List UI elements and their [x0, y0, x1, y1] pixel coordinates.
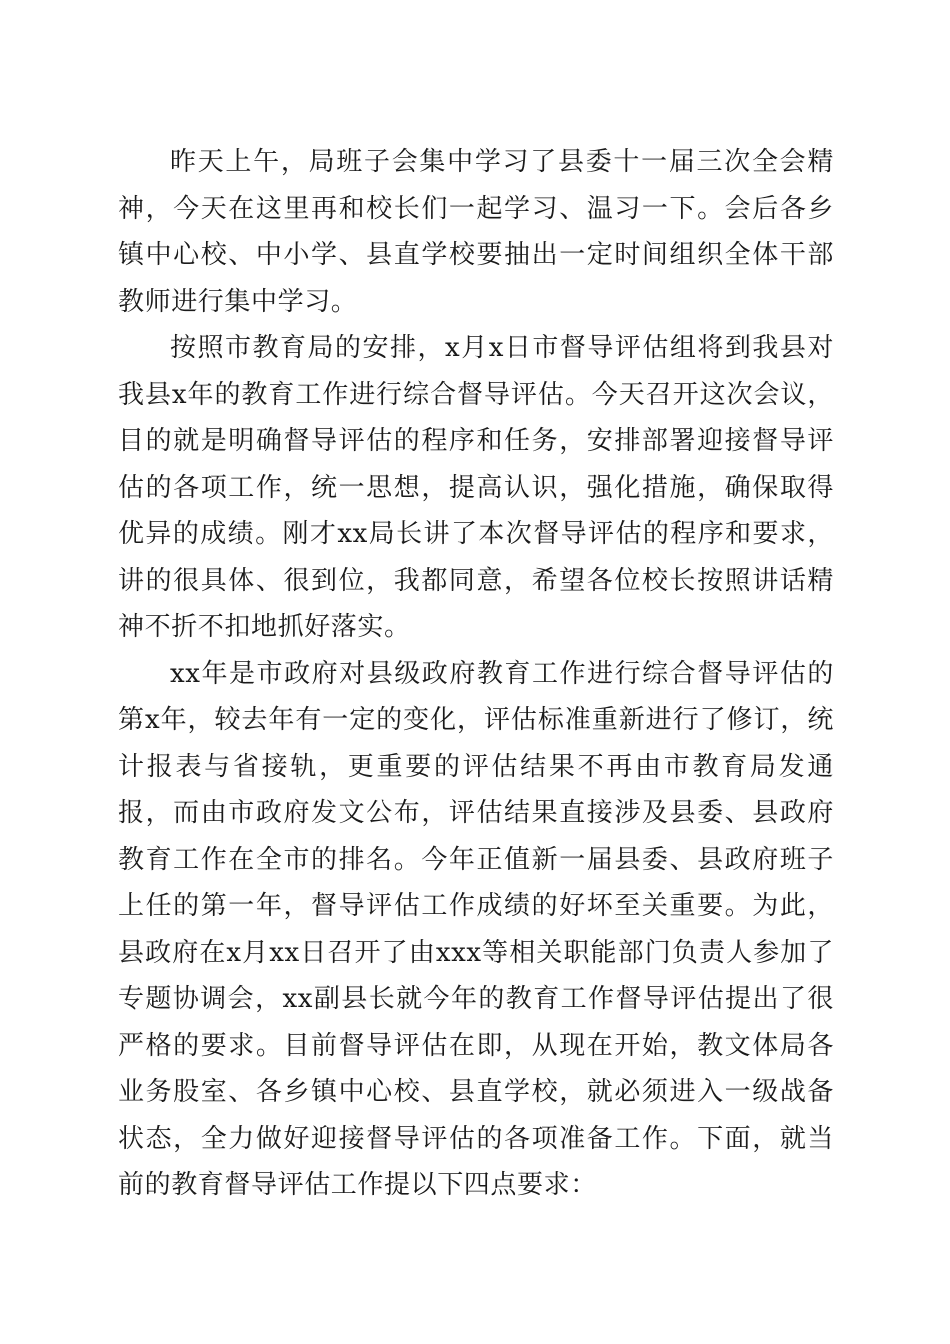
paragraph-3: xx年是市政府对县级政府教育工作进行综合督导评估的第x年，较去年有一定的变化，评估标准重新进行了修订，统计报表与省接轨，更重要的评估结果不再由市教育局发通报，而由市政府发文公布，评估结果直接涉及县委、县政府教育工作在全市的排名。今年正值新一届县委、县政府班子上任的第一年，督导评估工作成绩的好坏至关重要。为此，县政府在x月xx日召开了由xxx等相关职能部门负责人参加了专题协调会，xx副县长就今年的教育工作督导评估提出了很严格的要求。目前督导评估在即，从现在开始，教文体局各业务股室、各乡镇中心校、县直学校，就必须进入一级战备状态，全力做好迎接督导评估的各项准备工作。下面，就当前的教育督导评估工作提以下四点要求：	[118, 658, 834, 1200]
document-body	[118, 139, 834, 1209]
paragraph-1: 昨天上午，局班子会集中学习了县委十一届三次全会精神，今天在这里再和校长们一起学习、温习一下。会后各乡镇中心校、中小学、县直学校要抽出一定时间组织全体干部教师进行集中学习。	[118, 147, 834, 317]
paragraph-2: 按照市教育局的安排，x月x日市督导评估组将到我县对我县x年的教育工作进行综合督导评估。今天召开这次会议，目的就是明确督导评估的程序和任务，安排部署迎接督导评估的各项工作，统一思想，提高认识，强化措施，确保取得优异的成绩。刚才xx局长讲了本次督导评估的程序和要求，讲的很具体、很到位，我都同意，希望各位校长按照讲话精神不折不扣地抓好落实。	[118, 333, 834, 642]
